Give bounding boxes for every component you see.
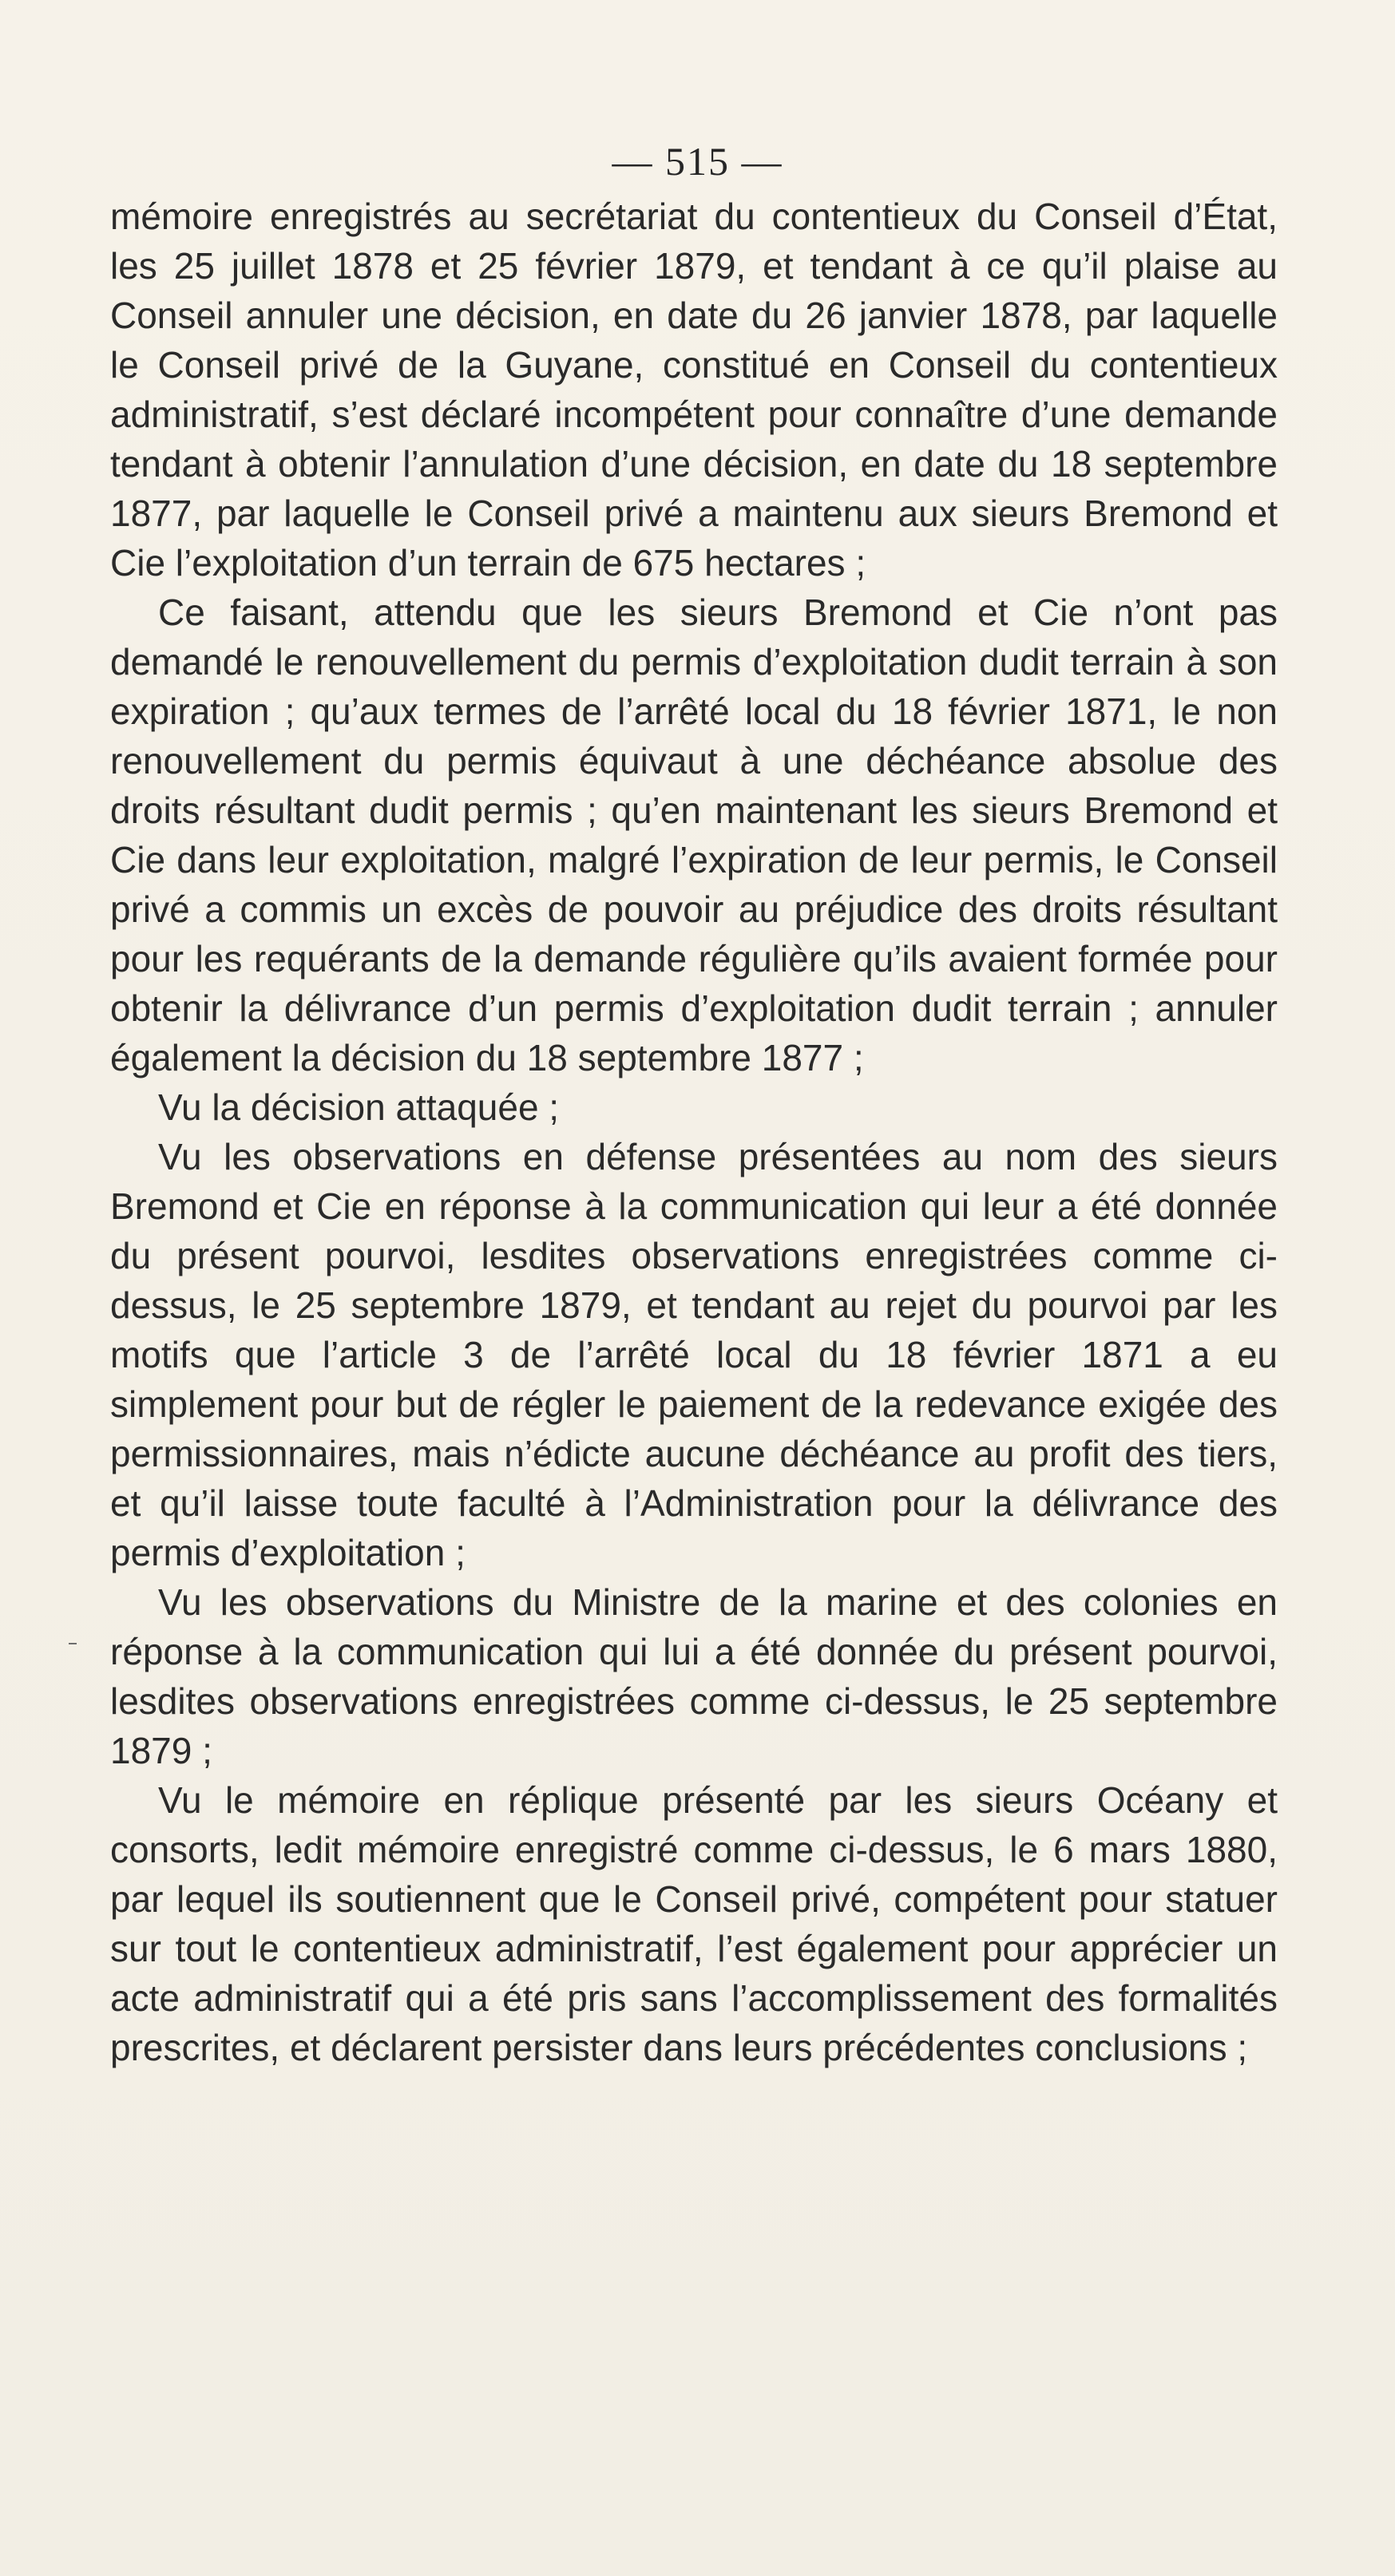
margin-mark bbox=[69, 1643, 77, 1644]
body-text bbox=[110, 192, 1278, 2072]
paragraph-1: mémoire enregistrés au secrétariat du contentieux du Conseil d’État, les 25 juillet 1878 et 25 février 1879, et tendant à ce qu’il plaise au Conseil annuler une décision, en date du 26 janvier 1878, par laquelle le Conseil privé de la Guyane, constitué en Conseil du contentieux administratif, s’est déclaré incompétent pour connaître d’une demande tendant à obtenir l’annulation d’une décision, en date du 18 septembre 1877, par laquelle le Conseil privé a maintenu aux sieurs Bremond et Cie l’exploitation d’un terrain de 675 hectares ; bbox=[110, 196, 1278, 584]
paragraph-4: Vu les observations en défense présentées au nom des sieurs Bremond et Cie en réponse à la communication qui leur a été donnée du présent pourvoi, lesdites observations enregistrées comme ci-dessus, le 25 septembre 1879, et tendant au rejet du pourvoi par les motifs que l’article 3 de l’arrêté local du 18 février 1871 a eu simplement pour but de régler le paiement de la redevance exigée des permissionnaires, mais n’édicte aucune déchéance au profit des tiers, et qu’il laisse toute faculté à l’Administration pour la délivrance des permis d’exploitation ; bbox=[110, 1136, 1278, 1573]
paragraph-3: Vu la décision attaquée ; bbox=[158, 1086, 560, 1128]
paragraph-6: Vu le mémoire en réplique présenté par les sieurs Océany et consorts, ledit mémoire enregistré comme ci-dessus, le 6 mars 1880, par lequel ils soutiennent que le Conseil privé, compétent pour statuer sur tout le contentieux administratif, l’est également pour apprécier un acte administratif qui a été pris sans l’accomplissement des formalités prescrites, et déclarent persister dans leurs précédentes conclusions ; bbox=[110, 1779, 1278, 2068]
paragraph-2: Ce faisant, attendu que les sieurs Bremond et Cie n’ont pas demandé le renouvellement du permis d’exploitation dudit terrain à son expiration ; qu’aux termes de l’arrêté local du 18 février 1871, le non renouvellement du permis équivaut à une déchéance absolue des droits résultant dudit permis ; qu’en maintenant les sieurs Bremond et Cie dans leur exploitation, malgré l’expiration de leur permis, le Conseil privé a commis un excès de pouvoir au préjudice des droits résultant pour les requérants de la demande régulière qu’ils avaient formée pour obtenir la délivrance d’un permis d’exploitation dudit terrain ; annuler également la décision du 18 septembre 1877 ; bbox=[110, 592, 1278, 1078]
page-number: — 515 — bbox=[612, 139, 783, 184]
paragraph-5: Vu les observations du Ministre de la marine et des colonies en réponse à la communication qui lui a été donnée du présent pourvoi, lesdites observations enregistrées comme ci-dessus, le 25 septembre 1879 ; bbox=[110, 1581, 1278, 1771]
